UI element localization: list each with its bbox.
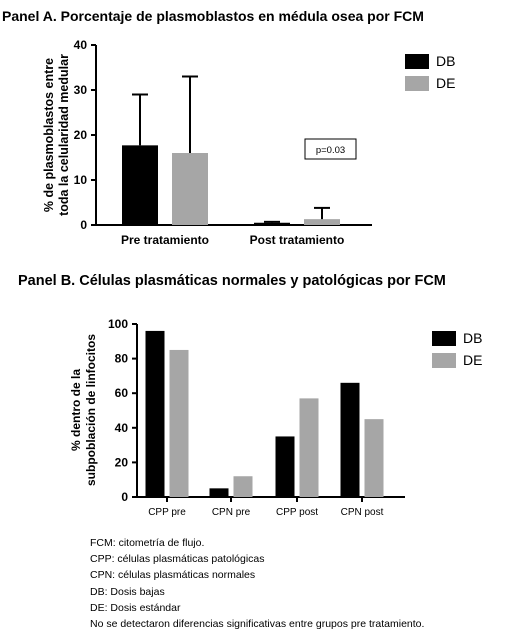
y-axis-title <box>69 334 98 486</box>
bar-db <box>341 383 360 497</box>
legend-label-de: DE <box>436 75 456 91</box>
y-axis-title-line: toda la celularidad medular <box>57 54 71 216</box>
legend-label-de: DE <box>463 352 483 368</box>
y-tick-label: 40 <box>114 420 128 435</box>
legend-label-db: DB <box>463 330 483 346</box>
y-tick-label: 0 <box>80 218 87 232</box>
footnote-cpn: CPN: células plasmáticas normales <box>90 569 256 582</box>
legend-swatch-de <box>432 353 456 368</box>
bar-de <box>170 350 189 497</box>
y-tick-label: 80 <box>114 351 128 366</box>
bar-de <box>365 419 384 497</box>
legend-swatch-db <box>432 331 456 346</box>
y-tick-label: 30 <box>73 83 87 97</box>
x-category-label: Post tratamiento <box>249 233 345 247</box>
y-tick-label: 10 <box>73 173 87 187</box>
y-tick-label: 20 <box>73 128 87 142</box>
y-axis-title-line: % de plasmoblastos entre <box>42 57 56 213</box>
footnote-db: DB: Dosis bajas <box>90 585 165 598</box>
x-category-label: CPP pre <box>148 507 186 518</box>
y-axis-title-line: subpoblación de linfocitos <box>84 333 98 487</box>
x-category-label: CPN pre <box>211 507 251 518</box>
footnote-cpp: CPP: células plasmáticas patológicas <box>90 553 265 566</box>
bar-de <box>300 398 319 497</box>
bar-de <box>234 476 253 497</box>
footnote-de: DE: Dosis estándar <box>90 601 181 614</box>
y-axis-title-line: % dentro de la <box>69 368 83 452</box>
y-tick-label: 20 <box>114 455 128 470</box>
x-category-label: Pre tratamiento <box>120 233 210 247</box>
bar-db <box>210 488 229 497</box>
x-category-label: CPN post <box>340 507 384 518</box>
footnote-fcm: FCM: citometría de flujo. <box>90 537 205 549</box>
x-category-label: CPP post <box>275 507 319 518</box>
p-value-annotation: p=0.03 <box>315 145 346 156</box>
footnote-no-differences: No se detectaron diferencias significativas entre grupos pre tratamiento. <box>90 618 425 631</box>
bar-db <box>146 331 165 497</box>
bar-db <box>276 436 295 497</box>
panel-a-title: Panel A. Porcentaje de plasmoblastos en médula osea por FCM <box>2 8 424 24</box>
y-tick-label: 60 <box>114 386 128 401</box>
y-tick-label: 0 <box>121 490 128 504</box>
legend-label-db: DB <box>436 53 456 69</box>
y-tick-label: 100 <box>107 317 128 331</box>
y-tick-label: 40 <box>73 38 87 52</box>
panel-b-title: Panel B. Células plasmáticas normales y patológicas por FCM <box>18 273 446 289</box>
footnotes <box>90 535 424 632</box>
